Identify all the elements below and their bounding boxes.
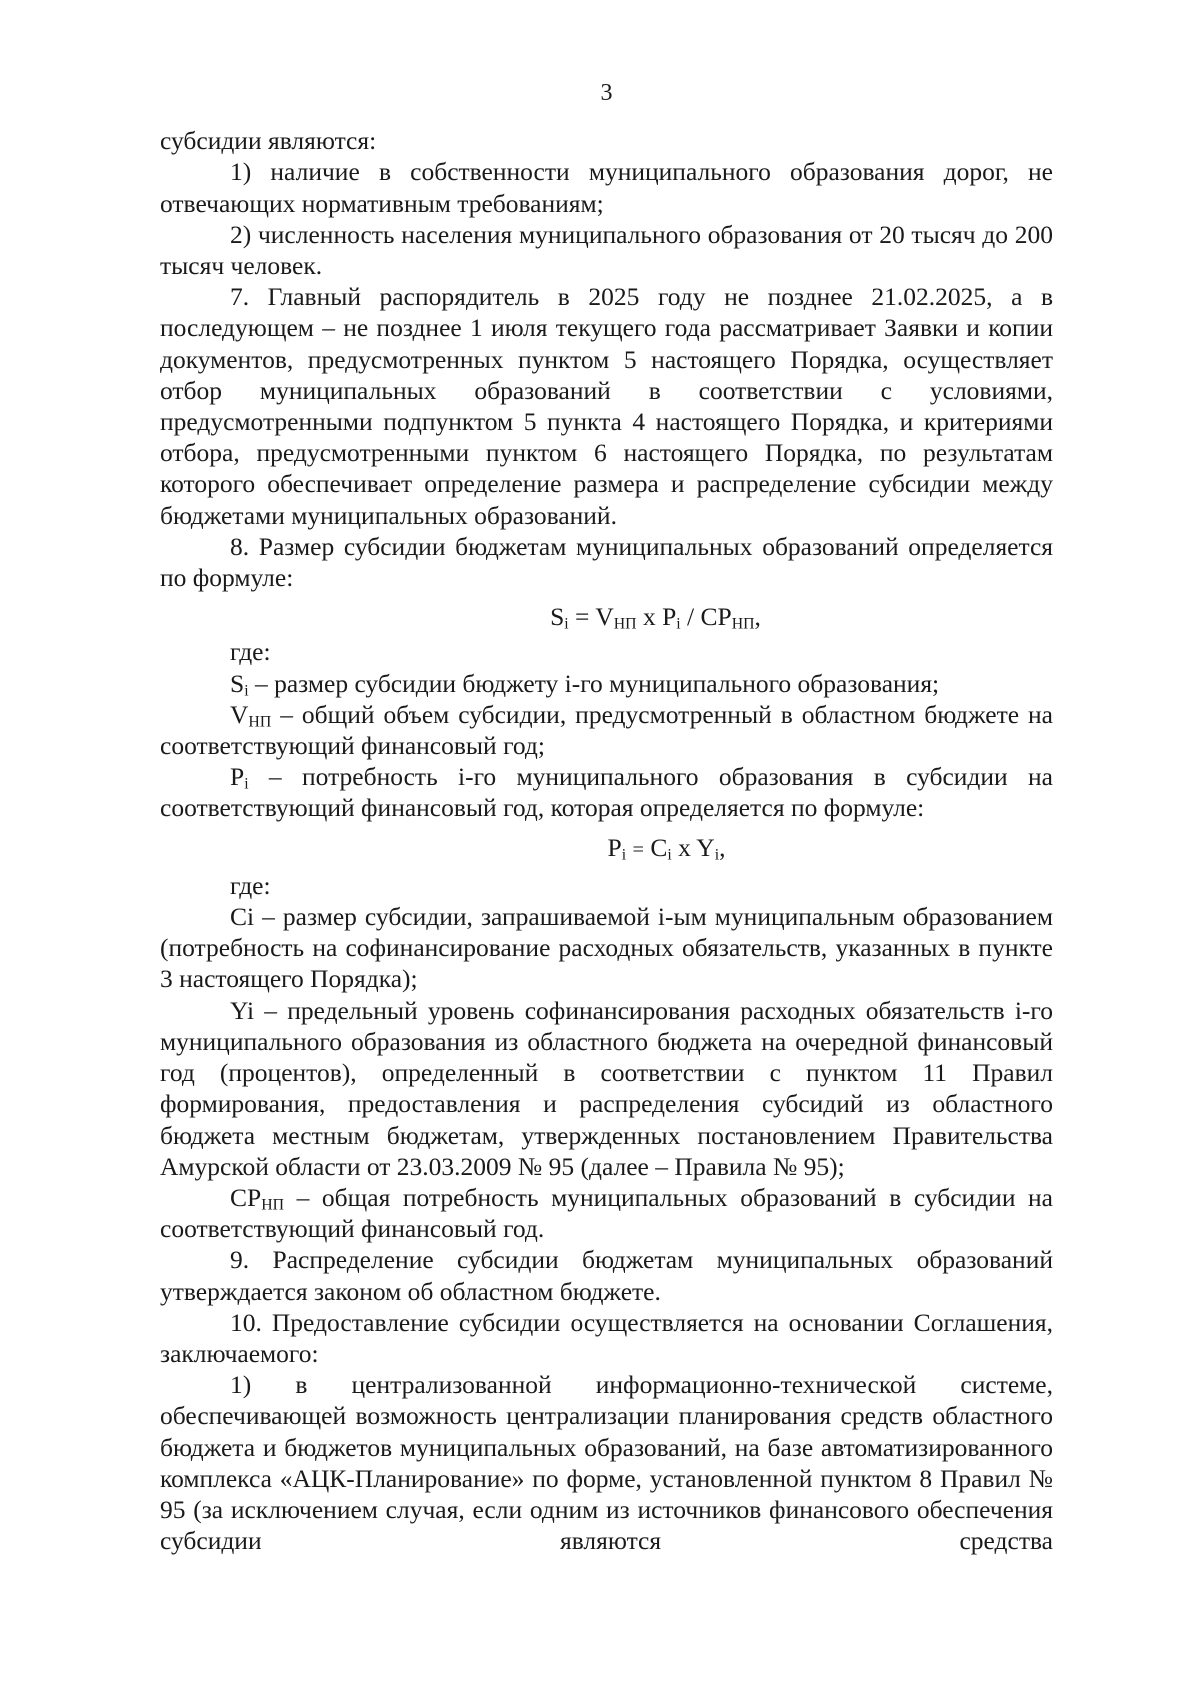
paragraph-10: 10. Предоставление субсидии осуществляется на основании Соглашения, заключаемого: <box>160 1307 1053 1368</box>
formula-need: $P_i = C_i$ x $Y_i$, <box>607 832 726 864</box>
paragraph-7: 7. Главный распорядитель в 2025 году не позднее 21.02.2025, а в последующем – не позднее 1 июля текущего года рассматривает Заявки и копии документов, предусмотренных пунктом 5 настоящего Порядка, осуществляет отбор муниципальных образований в соответствии с условиями, предусмотренными подпунктом 5 пункта 4 настоящего Порядка, и критериями отбора, предусмотренными пунктом 6 настоящего Порядка, по результатам которого обеспечивает определение размера и распределение субсидии между бюджетами муниципальных образований. <box>160 282 1053 530</box>
paragraph-continuation: субсидии являются: <box>160 126 377 156</box>
definition-cr: $CP_{НП}$ – общая потребность муниципальных образований в субсидии на соответствующий финансовый год. <box>160 1182 1053 1244</box>
list-item-1: 1) наличие в собственности муниципального образования дорог, не отвечающих нормативным требованиям; <box>160 157 1053 218</box>
list-item-2: 2) численность населения муниципального образования от 20 тысяч до 200 тысяч человек. <box>160 219 1053 281</box>
where-label-1: где: <box>230 637 271 667</box>
where-label-2: где: <box>230 870 271 900</box>
definition-v: $V_{НП}$ – общий объем субсидии, предусмотренный в областном бюджете на соответствующий финансовый год; <box>160 699 1053 761</box>
definition-y: Yi – предельный уровень софинансирования расходных обязательств i-го муниципального образования из областного бюджета на очередной финансовый год (процентов), определенный в соответствии с пунктом 11 Правил формирования, предоставления и распределения субсидий из областного бюджета местным бюджетам, утвержденных постановлением Правительства Амурской области от 23.03.2009 № 95 (далее – Правила № 95); <box>160 995 1053 1181</box>
definition-p: $P_i$ – потребность i-го муниципального образования в субсидии на соответствующий финансовый год, которая определяется по формуле: <box>160 762 1053 823</box>
definition-s: $S_i$ – размер субсидии бюджету i-го муниципального образования; <box>230 668 940 700</box>
paragraph-8: 8. Размер субсидии бюджетам муниципальных образований определяется по формуле: <box>160 531 1053 593</box>
paragraph-10-item-1: 1) в централизованной информационно-технической системе, обеспечивающей возможность централизации планирования средств областного бюджета и бюджетов муниципальных образований, на базе автоматизированного комплекса «АЦК-Планирование» по форме, установленной пунктом 8 Правил № 95 (за исключением случая, если одним из источников финансового обеспечения субсидии являются средства <box>160 1370 1053 1556</box>
definition-c: Ci – размер субсидии, запрашиваемой i-ым муниципальным образованием (потребность на софинансирование расходных обязательств, указанных в пункте 3 настоящего Порядка); <box>160 902 1053 994</box>
page-number: 3 <box>600 80 613 106</box>
document-page <box>160 78 1053 1556</box>
paragraph-9: 9. Распределение субсидии бюджетам муниципальных образований утверждается законом об областном бюджете. <box>160 1245 1053 1306</box>
formula-subsidy-size: $S_i = V_{НП}$ x $P_i / CP_{НП}$, <box>550 602 761 633</box>
